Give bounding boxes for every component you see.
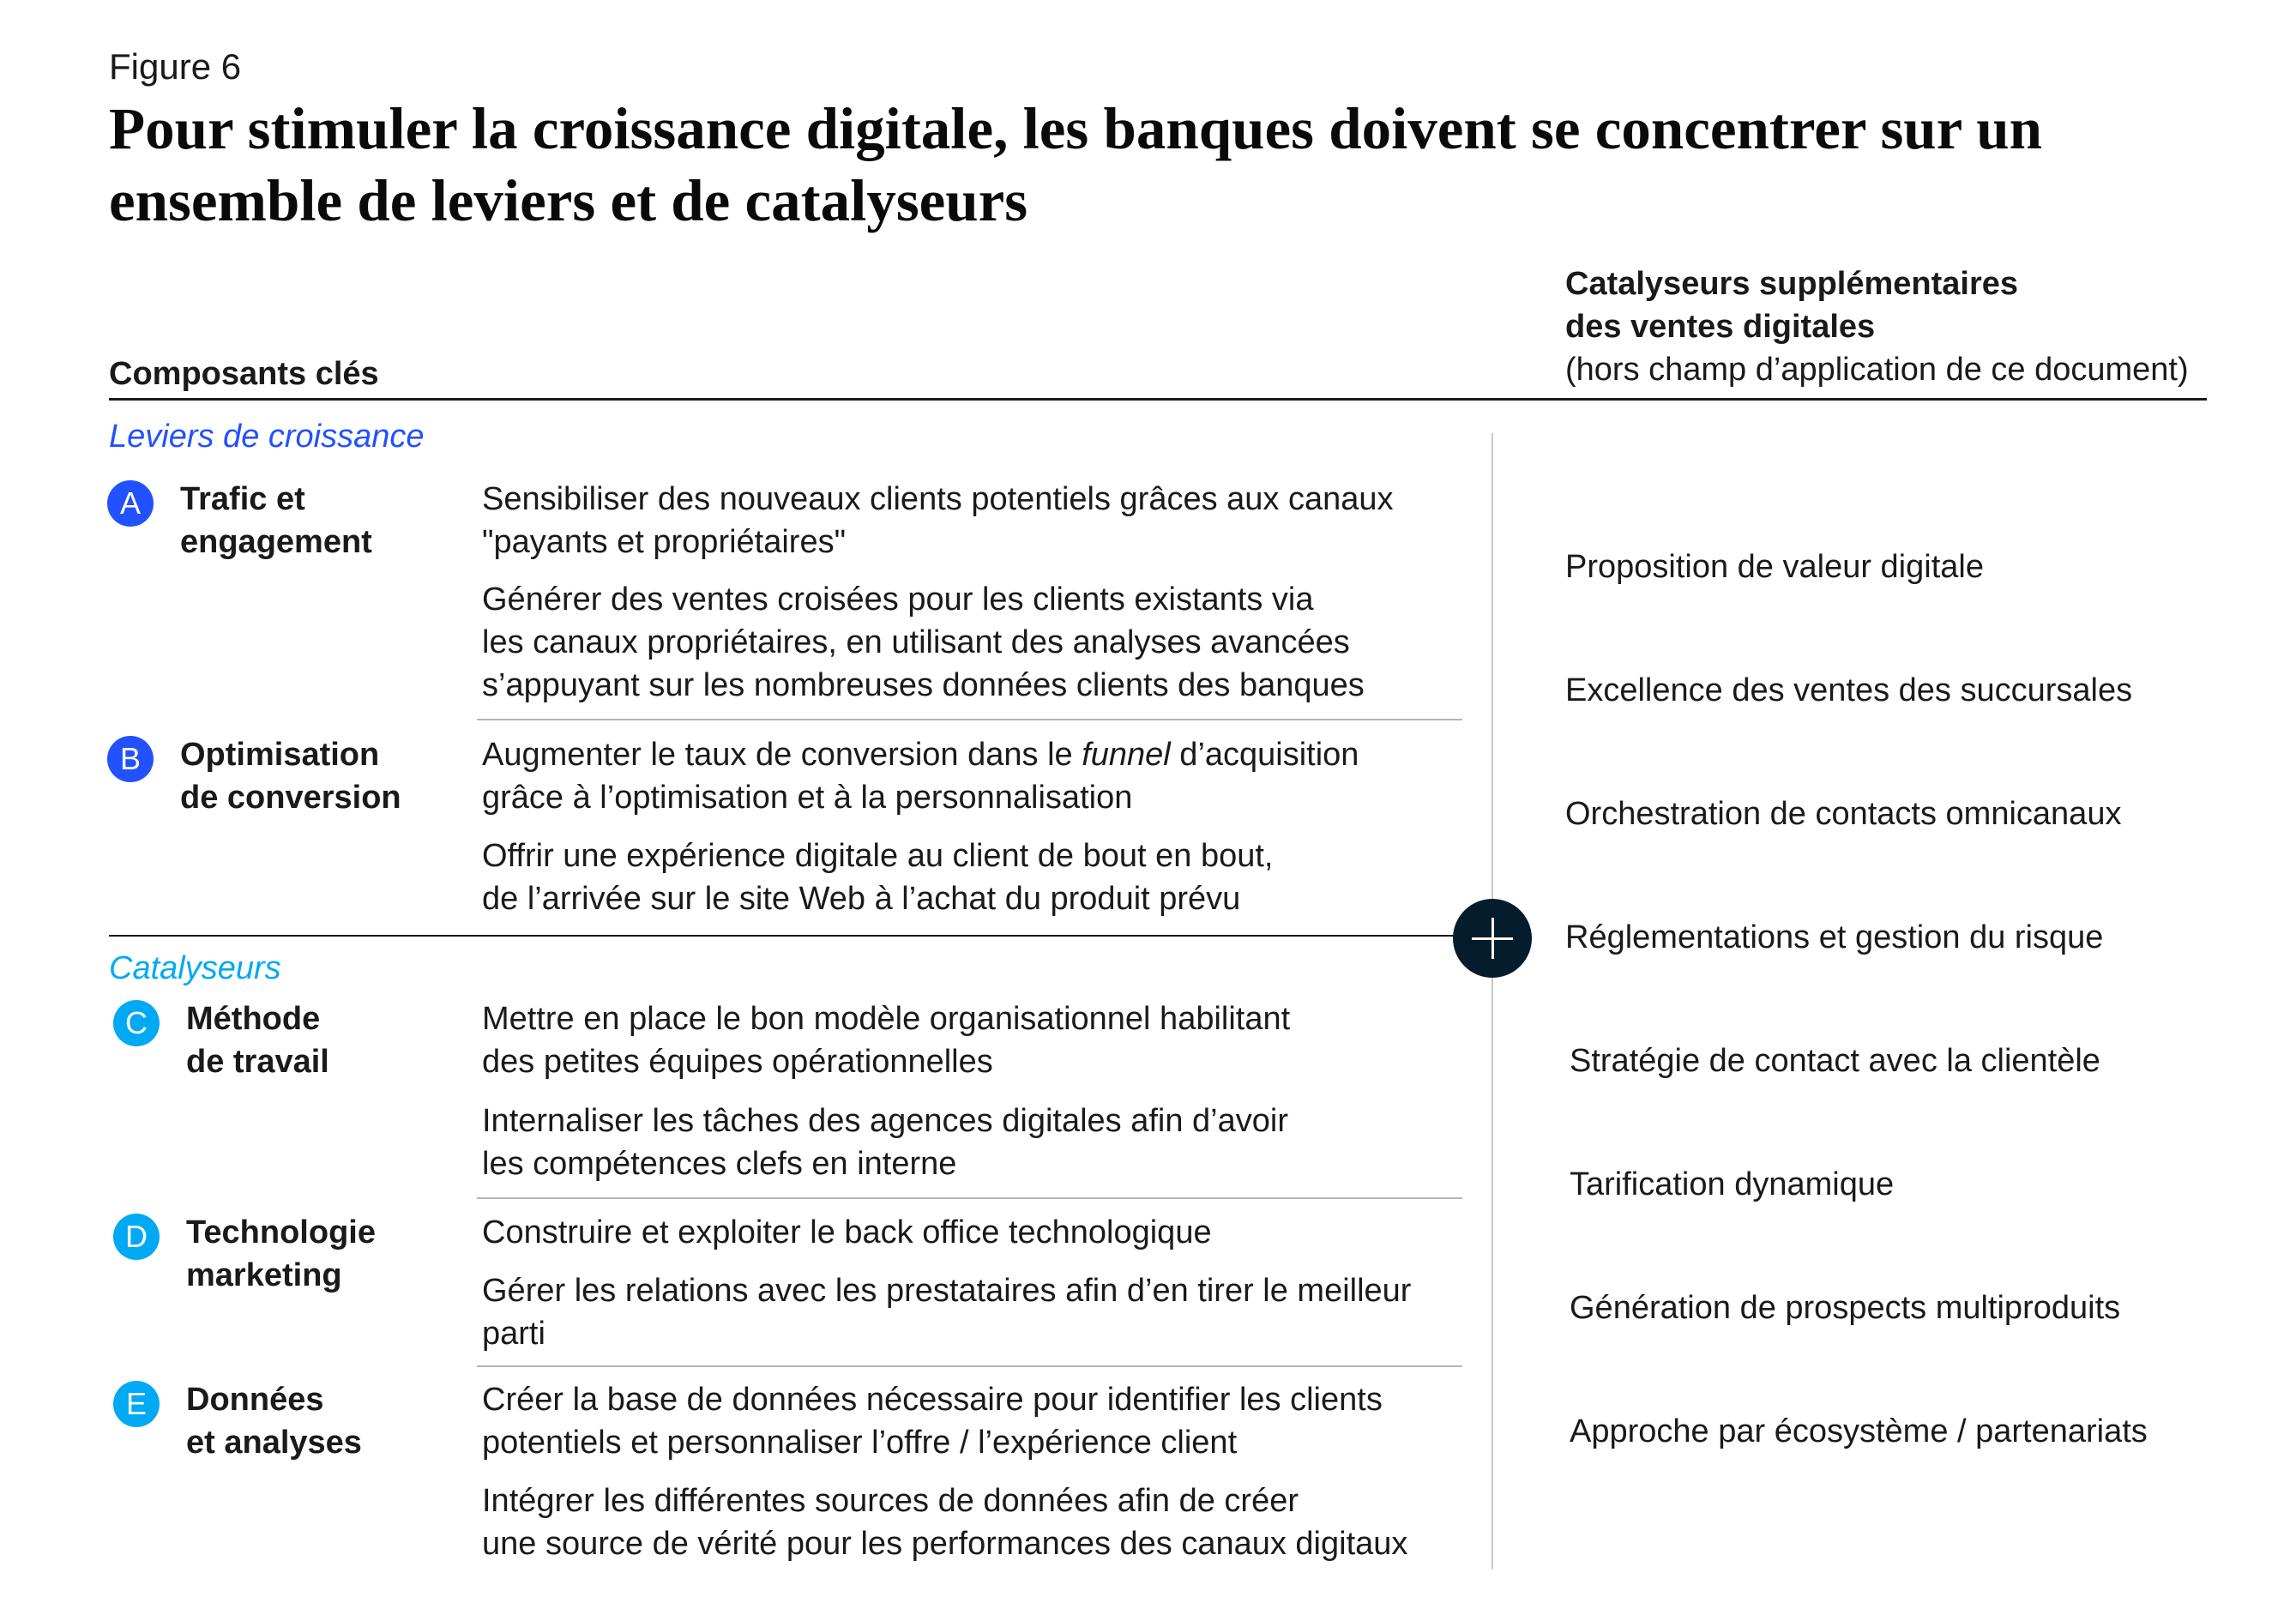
header-additional-catalysts bbox=[1565, 262, 2189, 391]
badge-b: B bbox=[107, 736, 154, 782]
component-a-desc2: Générer des ventes croisées pour les clients existants via les canaux propriétaires, en utilisant des analyses avancées s’appuyant sur les nombreuses données clients des banques bbox=[482, 582, 1365, 703]
badge-c: C bbox=[113, 1000, 160, 1046]
catalyst-item: Orchestration de contacts omnicanaux bbox=[1565, 796, 2122, 832]
component-name-e: Données et analyses bbox=[186, 1382, 362, 1461]
header-right-line3: (hors champ d’application de ce document) bbox=[1565, 352, 2189, 388]
vertical-separator bbox=[1491, 433, 1493, 1570]
catalyst-item: Excellence des ventes des succursales bbox=[1565, 672, 2133, 708]
header-right-line2: des ventes digitales bbox=[1565, 309, 1876, 345]
badge-e: E bbox=[113, 1381, 160, 1427]
section-title-levers: Leviers de croissance bbox=[109, 419, 425, 455]
header-right-line1: Catalyseurs supplémentaires bbox=[1565, 266, 2019, 302]
component-e-desc2: Intégrer les différentes sources de données afin de créer une source de vérité pour les performances des canaux digitaux bbox=[482, 1483, 1408, 1562]
component-b-desc1: Augmenter le taux de conversion dans le funnel d’acquisition grâce à l’optimisation et à la personnalisation bbox=[482, 737, 1359, 816]
section-title-catalysts: Catalyseurs bbox=[109, 950, 281, 986]
component-d-desc2: Gérer les relations avec les prestataires afin d’en tirer le meilleur parti bbox=[482, 1273, 1412, 1352]
header-key-components: Composants clés bbox=[109, 356, 379, 392]
component-c-desc1: Mettre en place le bon modèle organisationnel habilitant des petites équipes opérationnelles bbox=[482, 1001, 1291, 1080]
component-a-desc1: Sensibiliser des nouveaux clients potentiels grâces aux canaux "payants et propriétaires" bbox=[482, 481, 1394, 560]
badge-d: D bbox=[113, 1214, 160, 1260]
catalyst-item: Réglementations et gestion du risque bbox=[1565, 919, 2104, 955]
catalyst-item: Proposition de valeur digitale bbox=[1565, 549, 1984, 585]
section-divider bbox=[109, 935, 1464, 937]
catalyst-item: Approche par écosystème / partenariats bbox=[1570, 1413, 2148, 1449]
catalyst-item: Génération de prospects multiproduits bbox=[1570, 1290, 2121, 1326]
component-name-b: Optimisation de conversion bbox=[180, 737, 401, 816]
component-e-desc1: Créer la base de données nécessaire pour identifier les clients potentiels et personnaliser l’offre / l’expérience client bbox=[482, 1382, 1383, 1461]
component-name-a: Trafic et engagement bbox=[180, 481, 372, 560]
component-b-desc2: Offrir une expérience digitale au client de bout en bout, de l’arrivée sur le site Web à l’achat du produit prévu bbox=[482, 838, 1274, 917]
divider-a-b bbox=[477, 719, 1462, 720]
plus-icon bbox=[1453, 899, 1532, 978]
catalyst-item: Stratégie de contact avec la clientèle bbox=[1570, 1043, 2100, 1079]
top-divider bbox=[109, 398, 2207, 401]
component-name-d: Technologie marketing bbox=[186, 1214, 376, 1293]
component-d-desc1: Construire et exploiter le back office technologique bbox=[482, 1214, 1212, 1250]
component-name-c: Méthode de travail bbox=[186, 1001, 329, 1080]
divider-d-e bbox=[477, 1365, 1462, 1367]
catalyst-item: Tarification dynamique bbox=[1570, 1166, 1895, 1202]
page-title: Pour stimuler la croissance digitale, les banques doivent se concentrer sur un ensemble de leviers et de catalyseurs bbox=[109, 96, 2043, 233]
badge-a: A bbox=[107, 480, 154, 527]
component-c-desc2: Internaliser les tâches des agences digitales afin d’avoir les compétences clefs en interne bbox=[482, 1103, 1288, 1182]
figure-label: Figure 6 bbox=[109, 46, 242, 87]
divider-c-d bbox=[477, 1197, 1462, 1199]
